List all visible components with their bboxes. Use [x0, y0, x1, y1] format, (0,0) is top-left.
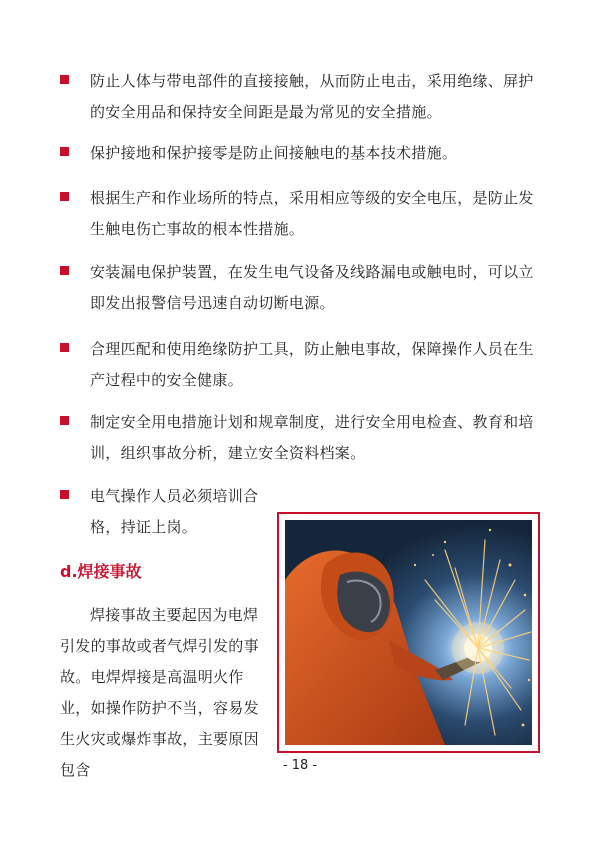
bullet-text: 保护接地和保护接零是防止间接触电的基本技术措施。 — [90, 144, 458, 162]
square-bullet-icon — [60, 75, 69, 84]
bullet-item — [60, 183, 540, 245]
bullet-text: 电气操作人员必须培训合格，持证上岗。 — [90, 487, 259, 536]
bullet-item — [60, 334, 540, 396]
square-bullet-icon — [60, 490, 69, 499]
bullet-item — [60, 66, 540, 128]
bullet-text: 安装漏电保护装置，在发生电气设备及线路漏电或触电时，可以立即发出报警信号迅速自动切断电源。 — [90, 263, 534, 312]
bullet-text: 根据生产和作业场所的特点，采用相应等级的安全电压，是防止发生触电伤亡事故的根本性措施。 — [90, 189, 534, 238]
square-bullet-icon — [60, 343, 69, 352]
bullet-text: 制定安全用电措施计划和规章制度，进行安全用电检查、教育和培训，组织事故分析，建立安全资料档案。 — [90, 413, 534, 462]
square-bullet-icon — [60, 416, 69, 425]
bullet-item — [60, 257, 540, 319]
bullet-text: 防止人体与带电部件的直接接触，从而防止电击，采用绝缘、屏护的安全用品和保持安全间距是最为常见的安全措施。 — [90, 72, 534, 121]
page-number: - 18 - — [282, 758, 318, 773]
bullet-item — [60, 138, 540, 169]
photo-frame — [277, 512, 540, 753]
section-heading: d.焊接事故 — [60, 562, 142, 581]
welding-photo — [285, 520, 532, 745]
square-bullet-icon — [60, 266, 69, 275]
section-paragraph: 焊接事故主要起因为电焊引发的事故或者气焊引发的事故。电焊焊接是高温明火作业，如操作防护不当，容易发生火灾或爆炸事故，主要原因包含 — [60, 606, 259, 779]
square-bullet-icon — [60, 192, 69, 201]
bullet-text: 合理匹配和使用绝缘防护工具，防止触电事故，保障操作人员在生产过程中的安全健康。 — [90, 340, 534, 389]
bullet-item — [60, 407, 540, 469]
square-bullet-icon — [60, 147, 69, 156]
